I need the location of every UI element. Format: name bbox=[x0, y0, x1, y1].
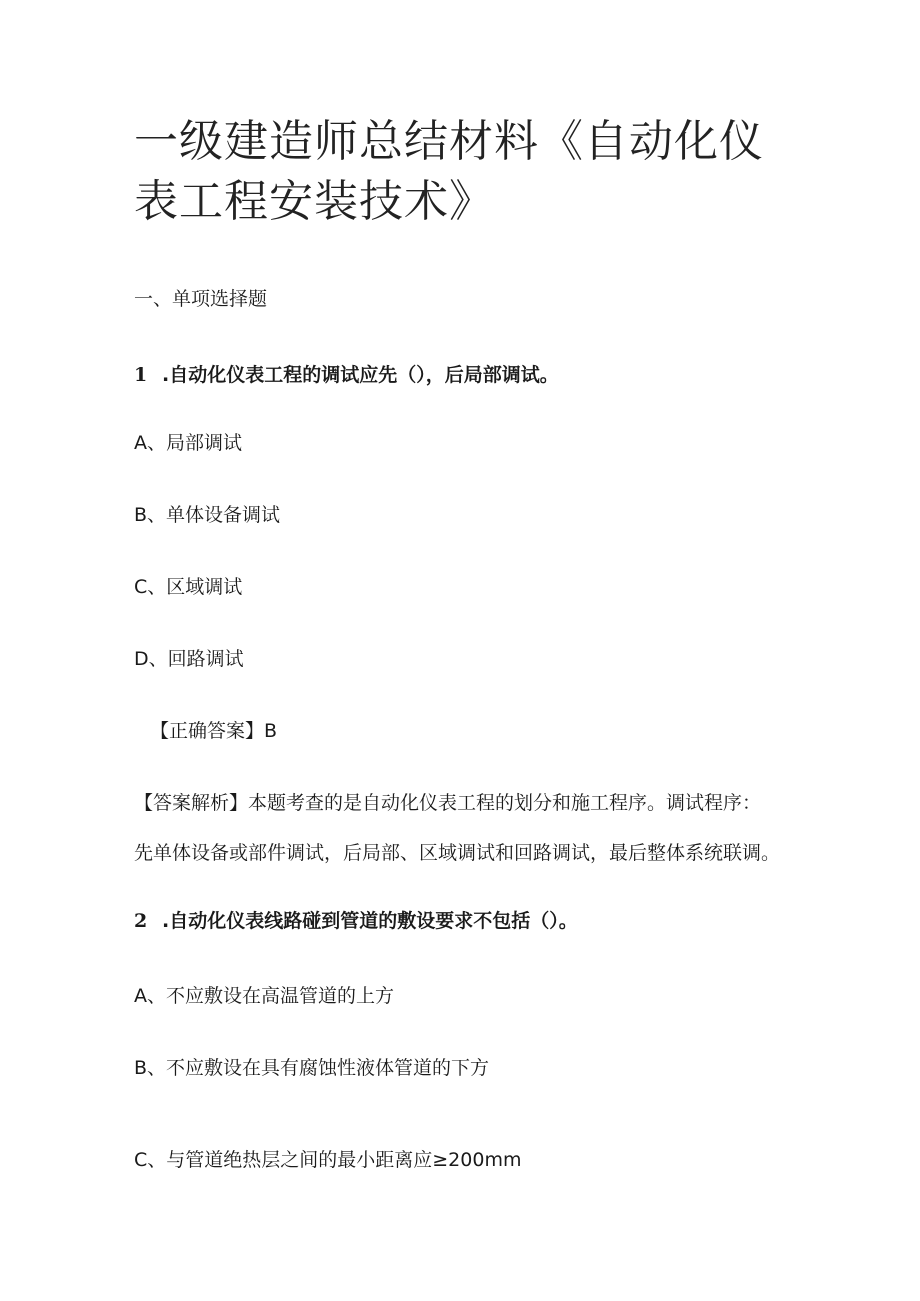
question-1 bbox=[134, 362, 559, 388]
question-1-option-c: C、区域调试 bbox=[134, 576, 243, 598]
document-title: 一级建造师总结材料《自动化仪表工程安装技术》 bbox=[134, 116, 764, 227]
question-2-option-a: A、不应敷设在高温管道的上方 bbox=[134, 985, 394, 1007]
question-number: 1 bbox=[134, 364, 148, 386]
section-heading: 一、单项选择题 bbox=[134, 288, 268, 310]
question-2-option-c: C、与管道绝热层之间的最小距离应≥200mm bbox=[134, 1149, 522, 1171]
question-text: .自动化仪表线路碰到管道的敷设要求不包括（）。 bbox=[162, 910, 578, 932]
question-2-option-b: B、不应敷设在具有腐蚀性液体管道的下方 bbox=[134, 1057, 490, 1079]
question-1-answer: 【正确答案】B bbox=[150, 720, 278, 742]
question-number: 2 bbox=[134, 910, 148, 932]
question-1-explanation-line1: 【答案解析】本题考查的是自动化仪表工程的划分和施工程序。调试程序： bbox=[134, 792, 762, 814]
question-1-explanation-line2: 先单体设备或部件调试，后局部、区域调试和回路调试，最后整体系统联调。 bbox=[134, 842, 781, 864]
question-1-option-a: A、局部调试 bbox=[134, 432, 242, 454]
question-1-option-d: D、回路调试 bbox=[134, 648, 244, 670]
question-text: .自动化仪表工程的调试应先（），后局部调试。 bbox=[162, 364, 559, 386]
question-1-option-b: B、单体设备调试 bbox=[134, 504, 281, 526]
question-2 bbox=[134, 908, 578, 934]
